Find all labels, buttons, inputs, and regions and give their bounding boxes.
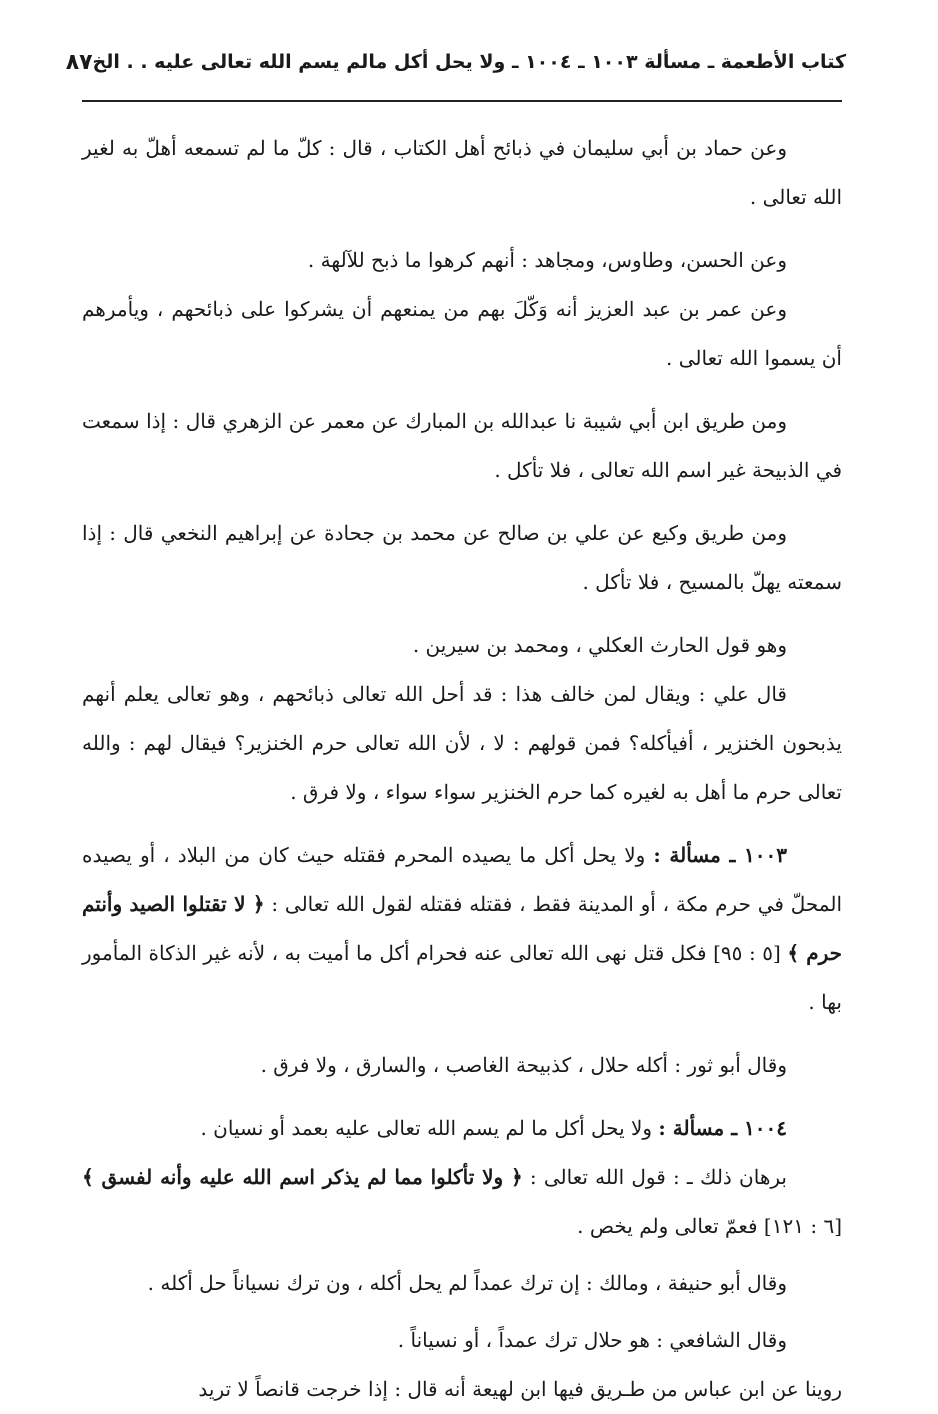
paragraph-hasan: [82, 236, 842, 285]
masala-heading: ١٠٠٣ ـ مسألة :: [653, 843, 787, 867]
header-divider: [82, 100, 842, 102]
paragraph-masala-1004: [82, 1104, 842, 1153]
page-body: [82, 124, 842, 1414]
paragraph-text: وعن عمر بن عبد العزيز أنه وَكّلَ بهم من يمنعهم أن يشركوا على ذبائحهم ، ويأمرهم أن يسموا الله تعالى .: [82, 297, 842, 370]
paragraph-text: وعن حماد بن أبي سليمان في ذبائح أهل الكتاب ، قال : كلّ ما لم تسمعه أهلّ به لغير الله تعالى .: [82, 136, 842, 209]
running-header: [65, 42, 846, 82]
paragraph-text-tail: [٦ : ١٢١] فعمّ تعالى ولم يخص .: [577, 1214, 842, 1238]
paragraph-ibn-abbas: [82, 1365, 842, 1414]
paragraph-text: وعن الحسن، وطاوس، ومجاهد : أنهم كرهوا ما ذبح للآلهة .: [307, 248, 787, 272]
paragraph-text: ومن طريق ابن أبي شيبة نا عبدالله بن المبارك عن معمر عن الزهري قال : إذا سمعت في الذبيحة غير اسم الله تعالى ، فلا تأكل .: [82, 409, 842, 482]
paragraph-text: وهو قول الحارث العكلي ، ومحمد بن سيرين .: [412, 633, 787, 657]
paragraph-text: ولا يحل أكل ما يصيده المحرم فقتله حيث كان من البلاد ، أو يصيده المحلّ في حرم مكة ، أو المدينة فقط ، فقتله فقتله لقول الله تعالى :: [82, 843, 843, 916]
header-title: كتاب الأطعمة ـ مسألة ١٠٠٣ ـ ١٠٠٤ ـ ولا يحل أكل مالم يسم الله تعالى عليه . . الخ: [92, 51, 846, 73]
paragraph-text: وقال الشافعي : هو حلال ترك عمداً ، أو نسياناً .: [397, 1328, 787, 1352]
paragraph-text: ومن طريق وكيع عن علي بن صالح عن محمد بن جحادة عن إبراهيم النخعي قال : إذا سمعته يهلّ بالمسيح ، فلا تأكل .: [82, 521, 842, 594]
paragraph-text: وقال أبو حنيفة ، ومالك : إن ترك عمداً لم يحل أكله ، ون ترك نسياناً حل أكله .: [147, 1271, 787, 1295]
paragraph-abu-hanifa: [82, 1259, 842, 1308]
paragraph-masala-1003: [82, 831, 842, 1027]
paragraph-waki: [82, 509, 842, 607]
paragraph-text: روينا عن ابن عباس من طـريق فيها ابن لهيعة أنه قال : إذا خرجت قانصاً لا تريد: [198, 1377, 842, 1401]
quran-quote: ﴿ لا تقتلوا الصيد وأنتم حرم ﴾: [82, 892, 843, 965]
paragraph-text-tail: [٥ : ٩٥] فكل قتل نهى الله تعالى عنه فحرام أكل ما أميت به ، لأنه غير الذكاة المأمور بها .: [82, 941, 842, 1014]
paragraph-qala-ali: [82, 670, 842, 817]
paragraph-text: وقال أبو ثور : أكله حلال ، كذبيحة الغاصب ، والسارق ، ولا فرق .: [260, 1053, 787, 1077]
paragraph-hammad: [82, 124, 842, 222]
quran-quote: ﴿ ولا تأكلوا مما لم يذكر اسم الله عليه وأنه لفسق ﴾: [82, 1165, 523, 1189]
paragraph-text: ولا يحل أكل ما لم يسم الله تعالى عليه بعمد أو نسيان .: [200, 1116, 659, 1140]
paragraph-abu-thawr: [82, 1041, 842, 1090]
paragraph-text: قال علي : ويقال لمن خالف هذا : قد أحل الله تعالى ذبائحهم ، وهو تعالى يعلم أنهم يذبحون الخنزير ، أفيأكله؟ فمن قولهم : لا ، لأن الله تعالى حرم الخنزير؟ فيقال لهم : والله تعالى حرم ما أهل به لغيره كما حرم الخنزير سواء سواء ، ولا فرق .: [82, 682, 842, 804]
paragraph-text: برهان ذلك ـ : قول الله تعالى :: [522, 1165, 787, 1189]
paragraph-burhan: [82, 1153, 842, 1251]
paragraph-harith: [82, 621, 842, 670]
masala-heading: ١٠٠٤ ـ مسألة :: [658, 1116, 787, 1140]
paragraph-ibn-abi-shayba: [82, 397, 842, 495]
paragraph-umar: [82, 285, 842, 383]
page-number: ٨٧: [65, 49, 93, 75]
paragraph-shafii: [82, 1316, 842, 1365]
